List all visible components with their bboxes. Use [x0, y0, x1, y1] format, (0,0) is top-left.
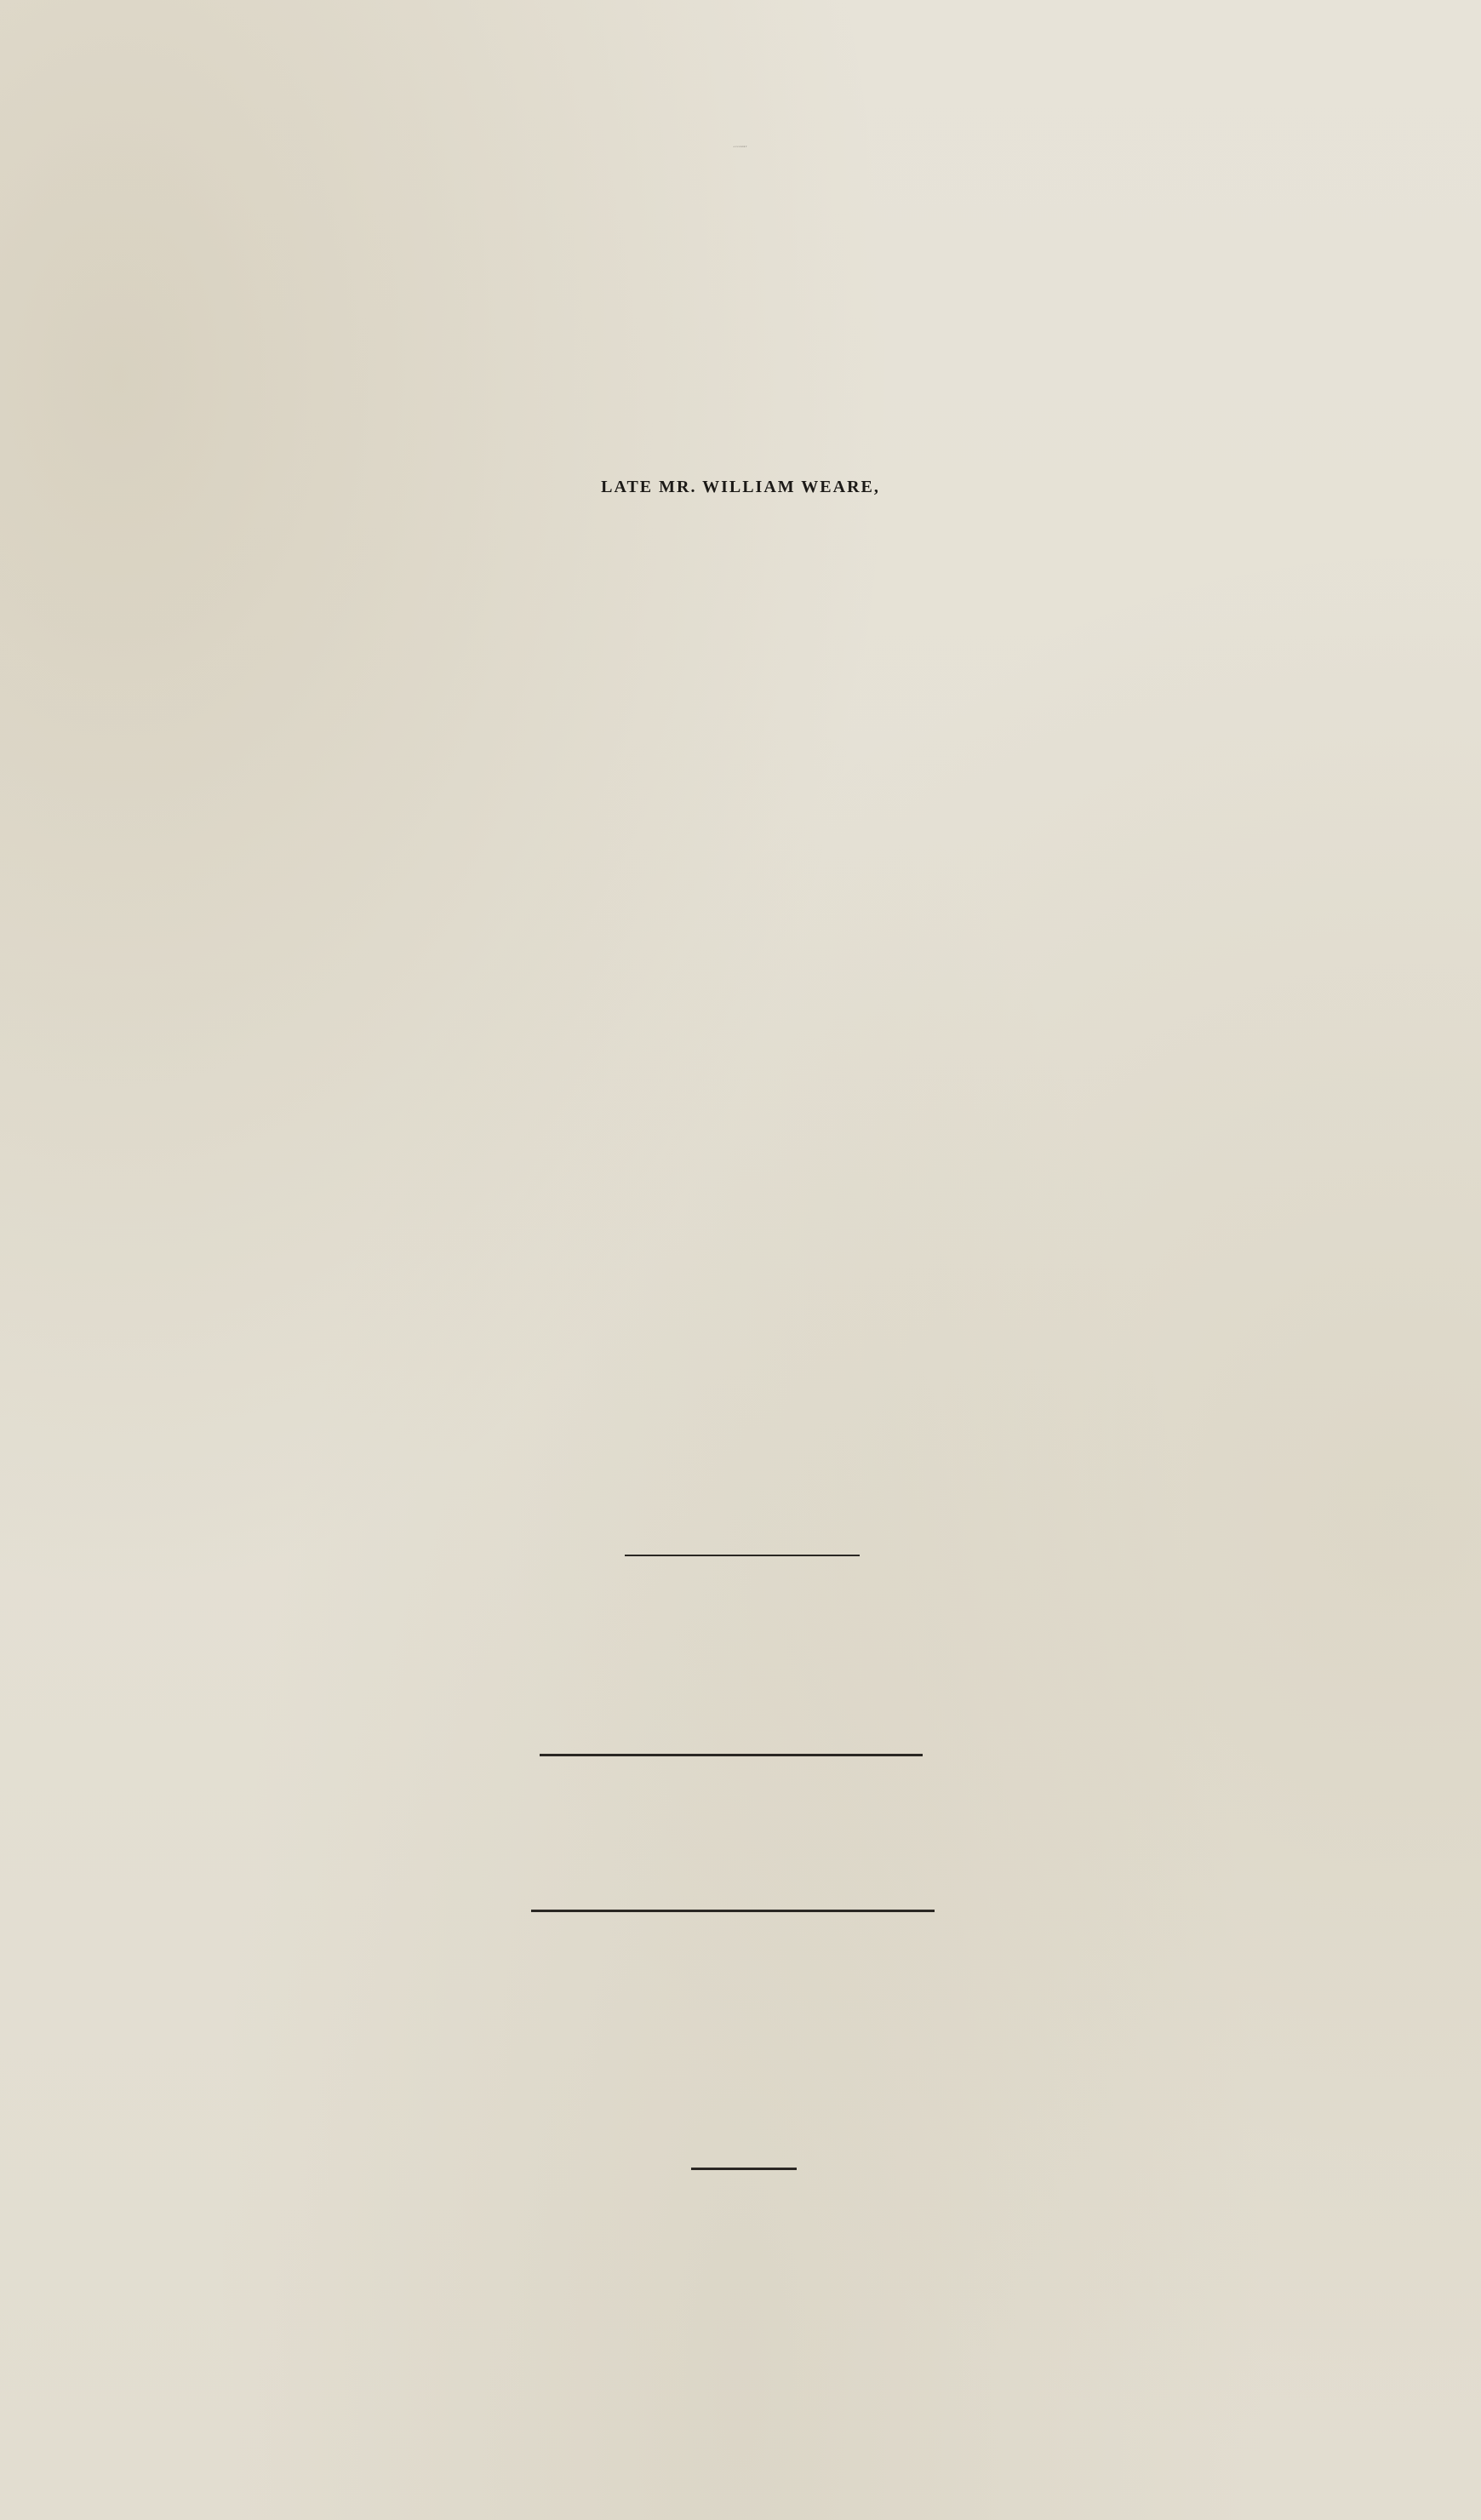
victim-name: LATE MR. WILLIAM WEARE,: [601, 478, 880, 496]
divider-rule-3: [531, 1910, 935, 1912]
heading-account: ACCOUNT: [733, 146, 748, 148]
divider-rule-1: [625, 1555, 860, 1556]
divider-rule-4: [691, 2168, 797, 2170]
divider-rule-2: [540, 1754, 923, 1756]
